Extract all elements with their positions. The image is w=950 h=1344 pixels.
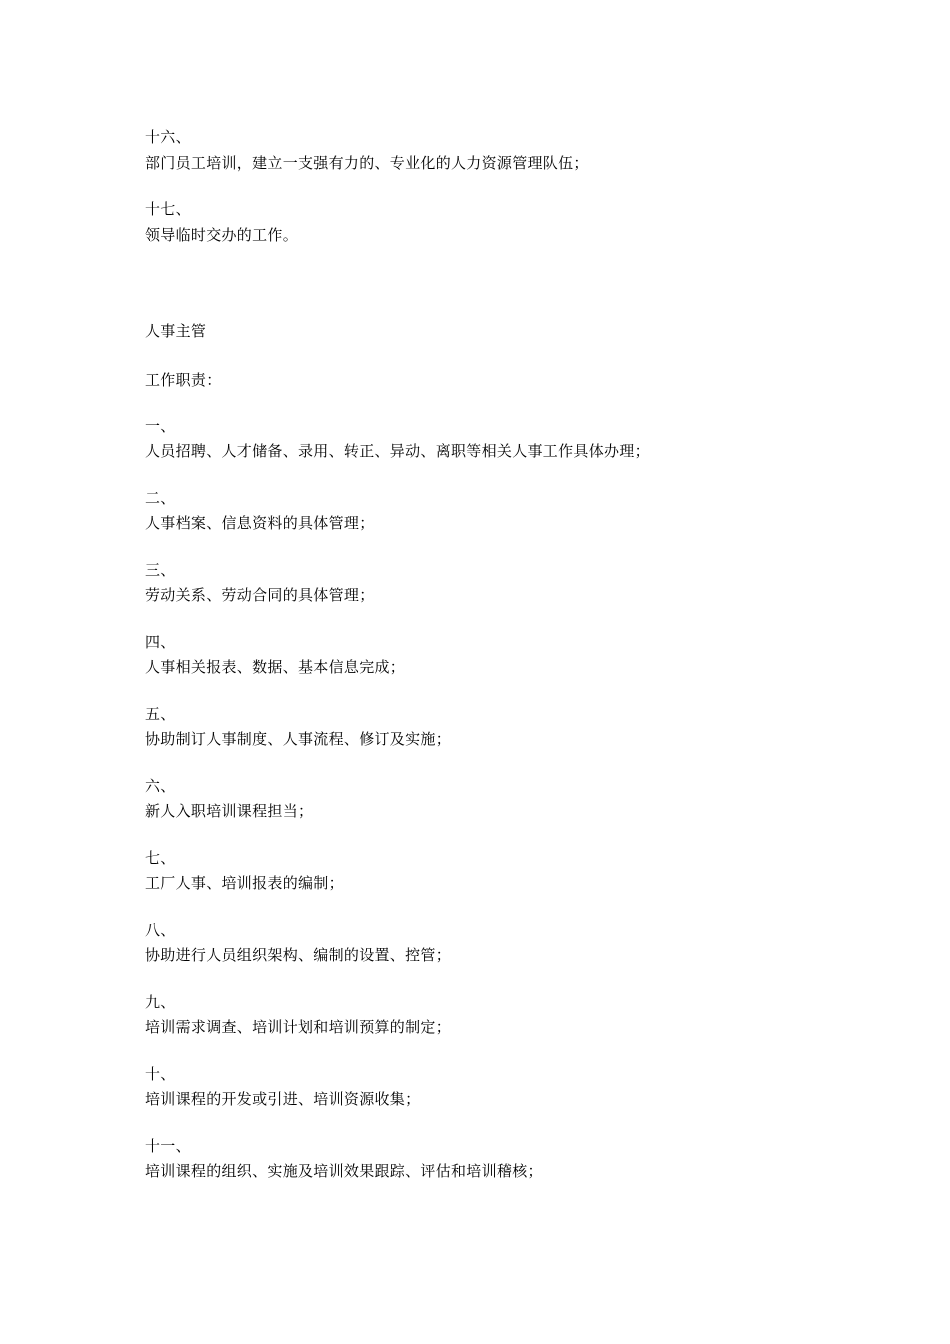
item-text: 劳动关系、劳动合同的具体管理； xyxy=(145,586,375,604)
item-number: 九、 xyxy=(145,993,176,1011)
item-number: 十七、 xyxy=(145,200,191,218)
item-text: 协助制订人事制度、人事流程、修订及实施； xyxy=(145,730,452,748)
item-text: 人事相关报表、数据、基本信息完成； xyxy=(145,658,406,676)
item-number: 十一、 xyxy=(145,1137,191,1155)
item-number: 二、 xyxy=(145,489,176,507)
item-text: 人事档案、信息资料的具体管理； xyxy=(145,514,375,532)
item-text: 领导临时交办的工作。 xyxy=(145,226,299,244)
item-number: 六、 xyxy=(145,777,176,795)
item-number: 八、 xyxy=(145,921,176,939)
item-number: 七、 xyxy=(145,849,176,867)
item-text: 培训课程的开发或引进、培训资源收集； xyxy=(145,1090,421,1108)
item-number: 四、 xyxy=(145,633,176,651)
item-text: 工厂人事、培训报表的编制； xyxy=(145,874,344,892)
item-text: 培训需求调查、培训计划和培训预算的制定； xyxy=(145,1018,452,1036)
item-number: 十六、 xyxy=(145,128,191,146)
item-text: 新人入职培训课程担当； xyxy=(145,802,314,820)
item-number: 十、 xyxy=(145,1065,176,1083)
item-text: 协助进行人员组织架构、编制的设置、控管； xyxy=(145,946,452,964)
section-subtitle: 工作职责： xyxy=(145,371,222,389)
item-text: 部门员工培训，建立一支强有力的、专业化的人力资源管理队伍； xyxy=(145,154,589,172)
item-text: 培训课程的组织、实施及培训效果跟踪、评估和培训稽核； xyxy=(145,1162,543,1180)
section-title: 人事主管 xyxy=(145,322,207,340)
item-number: 三、 xyxy=(145,561,176,579)
item-text: 人员招聘、人才储备、录用、转正、异动、离职等相关人事工作具体办理； xyxy=(145,442,650,460)
item-number: 五、 xyxy=(145,705,176,723)
item-number: 一、 xyxy=(145,417,176,435)
